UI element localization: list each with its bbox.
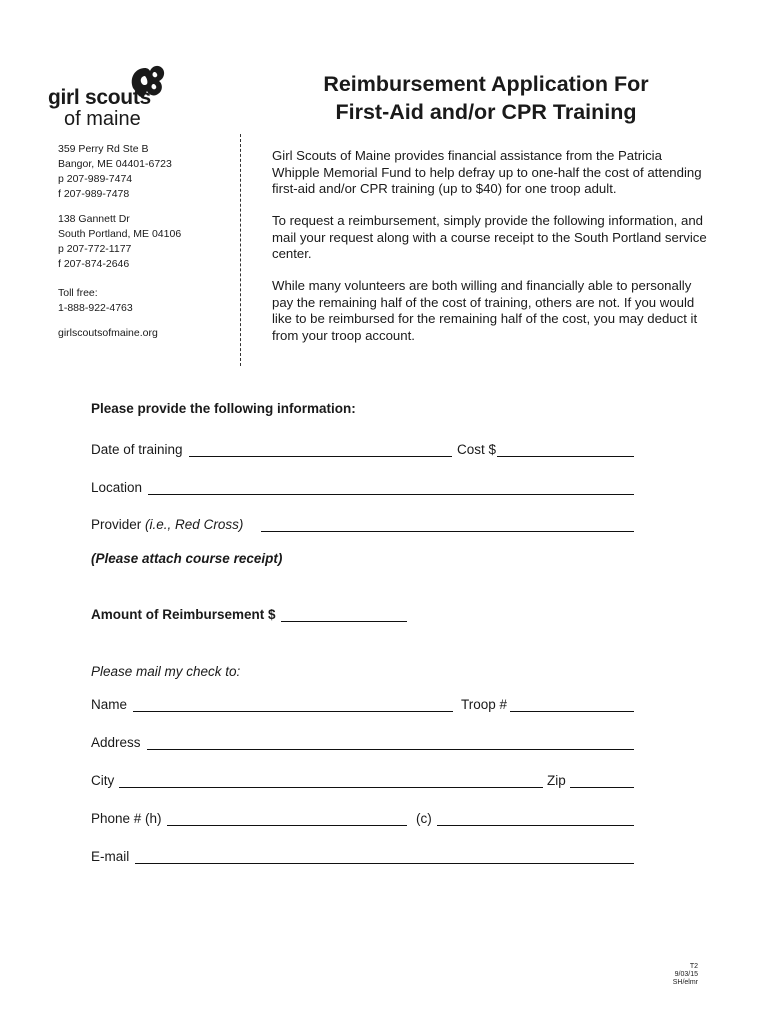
page-title xyxy=(270,70,702,126)
contact-website: girlscoutsofmaine.org xyxy=(58,327,158,339)
cost-field[interactable] xyxy=(497,456,634,457)
logo-text-secondary: of maine xyxy=(64,108,141,130)
logo xyxy=(48,62,178,132)
footer-line: SH/elmr xyxy=(672,979,698,986)
email-label: E-mail xyxy=(91,849,130,864)
phone-home-field[interactable] xyxy=(167,825,407,826)
provider-field[interactable] xyxy=(261,531,634,532)
contact-portland xyxy=(58,212,181,272)
contact-line: p 207-989-7474 xyxy=(58,173,133,185)
mail-heading: Please mail my check to: xyxy=(91,664,241,679)
receipt-note: (Please attach course receipt) xyxy=(91,551,283,566)
location-field[interactable] xyxy=(148,494,634,495)
date-label: Date of training xyxy=(91,442,183,457)
contact-bangor xyxy=(58,142,172,202)
contact-line: South Portland, ME 04106 xyxy=(58,228,182,240)
city-field[interactable] xyxy=(119,787,543,788)
name-label: Name xyxy=(91,697,128,712)
zip-label: Zip xyxy=(547,773,566,788)
contact-line: f 207-874-2646 xyxy=(58,258,130,270)
title-line-1: Reimbursement Application For xyxy=(323,72,649,96)
troop-field[interactable] xyxy=(510,711,634,712)
provider-label-group xyxy=(91,517,243,532)
contact-line: 1-888-922-4763 xyxy=(58,302,133,314)
title-line-2: First-Aid and/or CPR Training xyxy=(335,100,637,124)
phone-home-label: Phone # (h) xyxy=(91,811,162,826)
column-divider xyxy=(240,134,241,366)
logo-text-primary: girl scouts xyxy=(48,86,151,109)
contact-line: Toll free: xyxy=(58,287,98,299)
date-field[interactable] xyxy=(189,456,452,457)
contact-line: 138 Gannett Dr xyxy=(58,213,130,225)
address-label: Address xyxy=(91,735,141,750)
footer-line: T2 xyxy=(689,963,698,970)
provider-hint: (i.e., Red Cross) xyxy=(145,517,244,532)
amount-field[interactable] xyxy=(281,621,407,622)
intro-paragraph: Girl Scouts of Maine provides financial assistance from the Patricia Whipple Memorial Fund to help defray up to one-half the cost of attending first-aid and/or CPR training (up to $40) for one troop adult. xyxy=(272,148,702,196)
amount-label: Amount of Reimbursement $ xyxy=(91,607,276,622)
name-field[interactable] xyxy=(133,711,453,712)
contact-line: Bangor, ME 04401-6723 xyxy=(58,158,172,170)
zip-field[interactable] xyxy=(570,787,634,788)
provider-label: Provider xyxy=(91,517,142,532)
phone-cell-field[interactable] xyxy=(437,825,634,826)
phone-cell-label: (c) xyxy=(416,811,432,826)
location-label: Location xyxy=(91,480,143,495)
troop-label: Troop # xyxy=(461,697,508,712)
form-heading: Please provide the following information: xyxy=(91,401,356,416)
city-label: City xyxy=(91,773,115,788)
email-field[interactable] xyxy=(135,863,634,864)
contact-line: 359 Perry Rd Ste B xyxy=(58,143,149,155)
contact-line: p 207-772-1177 xyxy=(58,243,132,255)
request-paragraph: To request a reimbursement, simply provide the following information, and mail your request along with a course receipt to the South Portland service center. xyxy=(272,213,707,261)
address-field[interactable] xyxy=(147,749,634,750)
cost-label: Cost $ xyxy=(457,442,497,457)
contact-tollfree xyxy=(58,286,133,316)
contact-line: f 207-989-7478 xyxy=(58,188,130,200)
deduct-paragraph: While many volunteers are both willing and financially able to personally pay the remaining half of the cost of training, others are not. If you would like to be reimbursed for the remaining half of the cost, you may deduct it from your troop account. xyxy=(272,278,698,343)
footer-line: 9/03/15 xyxy=(674,971,698,978)
document-code xyxy=(640,963,698,987)
